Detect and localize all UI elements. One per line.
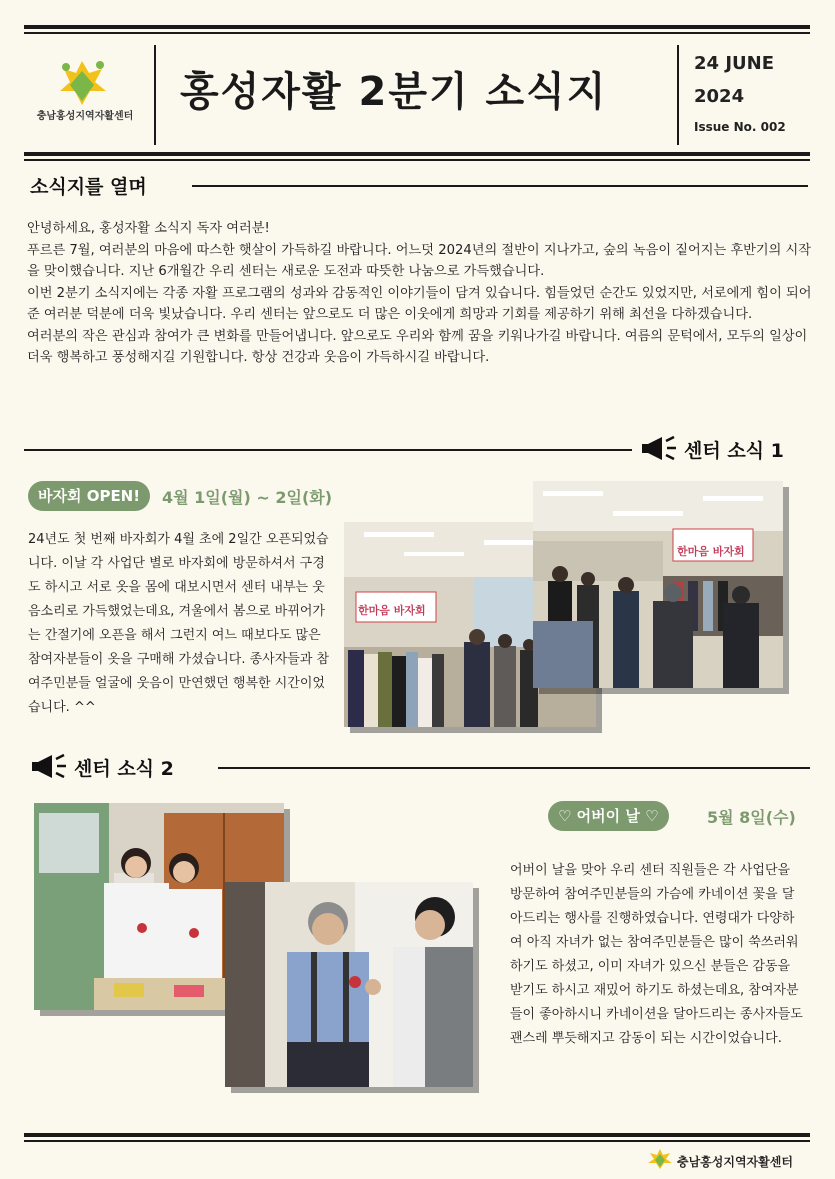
news1-event-badge: 바자회 OPEN! [28, 481, 150, 511]
megaphone-icon [30, 753, 70, 783]
issue-number: Issue No. 002 [694, 120, 786, 134]
intro-paragraph: 푸르른 7월, 여러분의 마음에 따스한 햇살이 가득하길 바랍니다. 어느덧 2024년의 절반이 지나가고, 숲의 녹음이 짙어지는 후반기의 시작을 맞이했습니다. 지난 6개월간 우리 센터는 새로운 도전과 따뜻한 나눔으로 가득했습니다. [27, 242, 812, 279]
footer-logo-icon [647, 1148, 673, 1174]
intro-paragraph: 안녕하세요, 홍성자활 소식지 독자 여러분! [27, 221, 270, 236]
org-logo-text: 충남홍성지역자활센터 [36, 111, 134, 122]
issue-date-day-month: 24 JUNE [694, 53, 774, 74]
bazaar-banner-text-2: 한마음 바자회 [677, 545, 745, 558]
bottom-rule-thin [24, 1140, 810, 1142]
bottom-rule-thick [24, 1133, 810, 1137]
news1-event-date: 4월 1일(월) ~ 2일(화) [162, 488, 333, 507]
top-rule-thin [24, 32, 810, 34]
intro-body [27, 218, 812, 369]
newsletter-title: 홍성자활 2분기 소식지 [180, 69, 608, 115]
header-rule-thin [24, 159, 810, 161]
news1-heading-rule [24, 449, 632, 451]
intro-heading-rule [192, 185, 808, 187]
news1-heading: 센터 소식 1 [684, 440, 784, 462]
news2-heading: 센터 소식 2 [74, 758, 174, 780]
issue-date-year: 2024 [694, 86, 745, 107]
bazaar-photo-2 [533, 481, 783, 688]
top-rule-thick [24, 25, 810, 29]
news2-event-date: 5월 8일(수) [707, 808, 796, 827]
intro-heading: 소식지를 열며 [30, 176, 147, 198]
header-divider-left [154, 45, 156, 145]
intro-paragraph: 여러분의 작은 관심과 참여가 큰 변화를 만들어냅니다. 앞으로도 우리와 함께 꿈을 키워나가길 바랍니다. 여름의 문턱에서, 모두의 일상이 더욱 행복하고 풍성해지길 기원합니다. 항상 건강과 웃음이 가득하시길 바랍니다. [27, 328, 808, 365]
org-logo [34, 55, 136, 135]
news2-event-badge: ♡ 어버이 날 ♡ [548, 801, 669, 831]
parents-day-photo-2 [225, 882, 473, 1087]
header-divider-right [677, 45, 679, 145]
intro-paragraph: 이번 2분기 소식지에는 각종 자활 프로그램의 성과와 감동적인 이야기들이 담겨 있습니다. 힘들었던 순간도 있었지만, 서로에게 힘이 되어준 여러분 덕분에 더욱 빛났습니다. 우리 센터는 앞으로도 더 많은 이웃에게 희망과 기회를 제공하기 위해 최선을 다하겠습니다. [27, 285, 812, 322]
news2-heading-rule [218, 767, 810, 769]
megaphone-icon [640, 435, 680, 465]
news2-body: 어버이 날을 맞아 우리 센터 직원들은 각 사업단을 방문하여 참여주민분들의 가슴에 카네이션 꽃을 달아드리는 행사를 진행하였습니다. 연령대가 다양하여 아직 자녀가 없는 참여주민분들은 많이 쑥쓰러워하기도 하셨고, 이미 자녀가 있으신 분들은 감동을 받기도 하시고 재밌어 하기도 하셨는데요, 참여자분들이 좋아하시니 카네이션을 달아드리는 종사자들도 괜스레 뿌듯해지고 감동이 되는 시간이었습니다. [510, 863, 803, 1046]
bazaar-banner-text: 한마음 바자회 [358, 604, 426, 617]
footer-org-name: 충남홍성지역자활센터 [677, 1155, 793, 1169]
header-rule-thick [24, 152, 810, 156]
news1-body: 24년도 첫 번째 바자회가 4월 초에 2일간 오픈되었습니다. 이날 각 사업단 별로 바자회에 방문하셔서 구경도 하시고 서로 옷을 몸에 대보시면서 센터 내부는 웃음소리로 가득했었는데요, 겨울에서 봄으로 바뀌어가는 간절기에 오픈을 해서 그런지 여느 때보다도 많은 참여자분들이 옷을 구매해 가셨습니다. 종사자들과 참여주민분들 얼굴에 웃음이 만연했던 행복한 시간이었습니다. ^^ [28, 532, 330, 715]
